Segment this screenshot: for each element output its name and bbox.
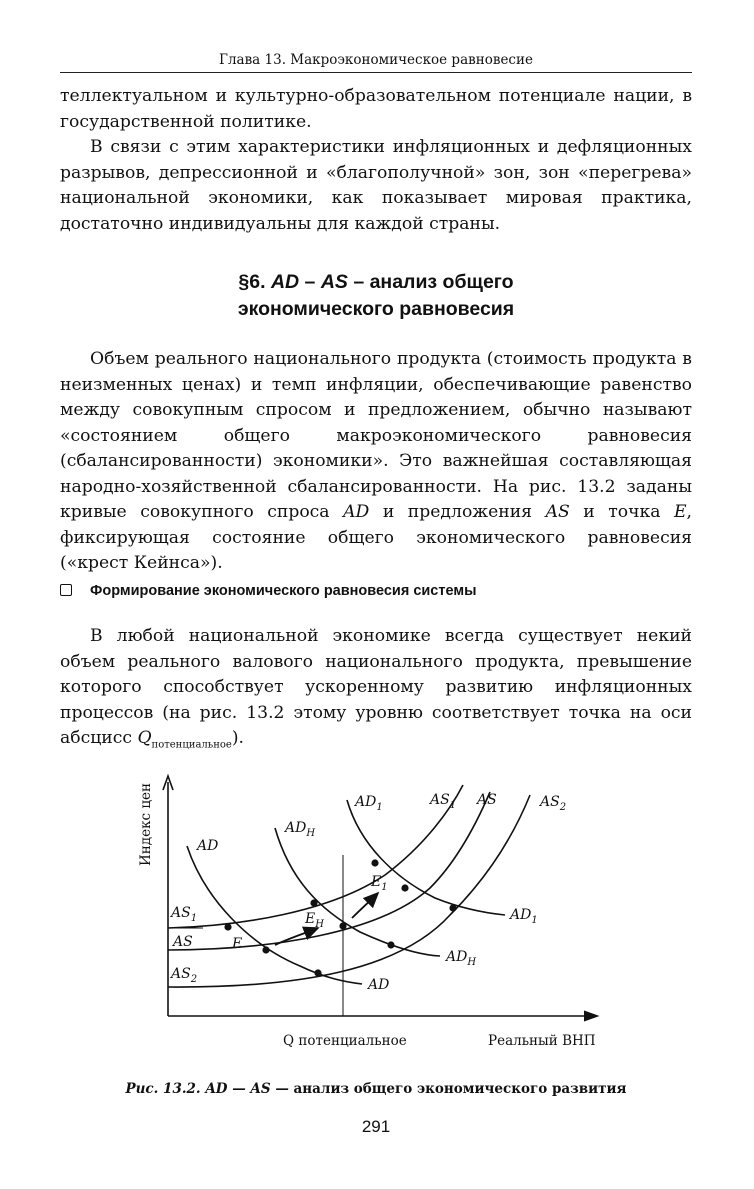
label-e1: $E_1$ [371, 874, 388, 893]
p4-q: Q [137, 728, 152, 748]
y-axis-label: Индекс цен [138, 782, 154, 866]
arrow-eh-to-e1-icon [352, 893, 378, 918]
caption-rest: анализ общего экономического развития [288, 1081, 627, 1097]
section-title-line2: экономического равновесия [237, 298, 515, 320]
label-adh-right: $AD_H$ [446, 949, 477, 968]
paragraph-continued: теллектуальном и культурно-образовательном потенциале нации, в государственной политике. [60, 86, 692, 132]
point-as2-ad [314, 969, 321, 976]
label-e: E [232, 936, 243, 952]
ad-curve [187, 846, 362, 984]
label-adh-top: $AD_H$ [285, 820, 316, 839]
subheading-text: Формирование экономического равновесия системы [90, 583, 477, 599]
x-axis-label: Реальный ВНП [488, 1033, 596, 1049]
as-curve [168, 792, 490, 950]
point-as1-adh [310, 899, 317, 906]
paragraph-inflation-gaps: В связи с этим характеристики инфляционных и дефляционных разрывов, депрессионной и «благополучной» зон, зон «перегрева» национальной экономики, как показывает мировая практика, достаточно индивидуальны для каждой страны. [60, 137, 692, 234]
label-as1-top: $AS_1$ [430, 792, 457, 811]
running-header: Глава 13. Макроэкономическое равновесие [219, 52, 533, 68]
figure-caption [60, 1081, 692, 1097]
label-ad1-top: $AD_1$ [355, 794, 383, 813]
section-ad: AD [270, 271, 300, 293]
point-as2-ad1 [449, 904, 456, 911]
p3-text-4: , фиксирующая состояние общего экономического равновесия («крест Кейнса»). [60, 502, 693, 573]
p4-text: В любой национальной экономике всегда существует некий объем реального валового национального продукта, превышение которого способствует ускоренному развитию инфляционных процессов (на рис. 13.2 этому уровню соответствует точка на оси абсцисс [60, 626, 692, 748]
point-eh [339, 922, 346, 929]
label-as-top: AS [477, 792, 497, 808]
point-as1-ad [224, 923, 231, 930]
label-as2-top: $AS_2$ [540, 794, 567, 813]
as1-curve [168, 785, 463, 928]
q-potential-label: Q потенциальное [283, 1033, 407, 1049]
p3-text-2: и предложения [369, 502, 546, 522]
ad1-curve [347, 800, 505, 915]
x-axis-arrow-icon [584, 1011, 598, 1021]
section-dash: – [299, 271, 321, 293]
section-number: §6. [238, 271, 271, 293]
point-as1-ad1 [371, 859, 378, 866]
point-as2-adh [387, 941, 394, 948]
section-title-rest: – анализ общего [347, 271, 514, 293]
adh-curve [275, 828, 440, 956]
p4-q-subscript: потенциальное [151, 739, 232, 751]
p3-as: AS [545, 502, 570, 522]
section-as: AS [320, 271, 348, 293]
label-as1-left: $AS_1$ [171, 905, 198, 924]
label-as2-left: $AS_2$ [171, 966, 198, 985]
label-eh: $E_H$ [305, 911, 324, 930]
p4-end: ). [231, 728, 244, 748]
point-e [262, 946, 269, 953]
page-number: 291 [361, 1117, 391, 1136]
label-ad-top: AD [197, 838, 219, 854]
label-ad-right: AD [368, 977, 390, 993]
p3-e: E [674, 502, 687, 522]
label-ad1-right: $AD_1$ [510, 907, 538, 926]
p3-text-3: и точка [569, 502, 674, 522]
point-e1 [401, 884, 408, 891]
p3-ad: AD [343, 502, 370, 522]
caption-prefix: Рис. 13.2. AD — AS — [125, 1081, 289, 1097]
label-as-left: AS [173, 934, 193, 950]
p3-text-1: Объем реального национального продукта (стоимость продукта в неизменных ценах) и темп инфляции, обеспечивающие равенство между совокупным спросом и предложением, обычно называют «состоянием общего макроэкономического равновесия (сбалансированности) экономики». Это важнейшая составляющая народно-хозяйственной сбалансированности. На рис. 13.2 заданы кривые совокупного спроса [60, 349, 692, 522]
